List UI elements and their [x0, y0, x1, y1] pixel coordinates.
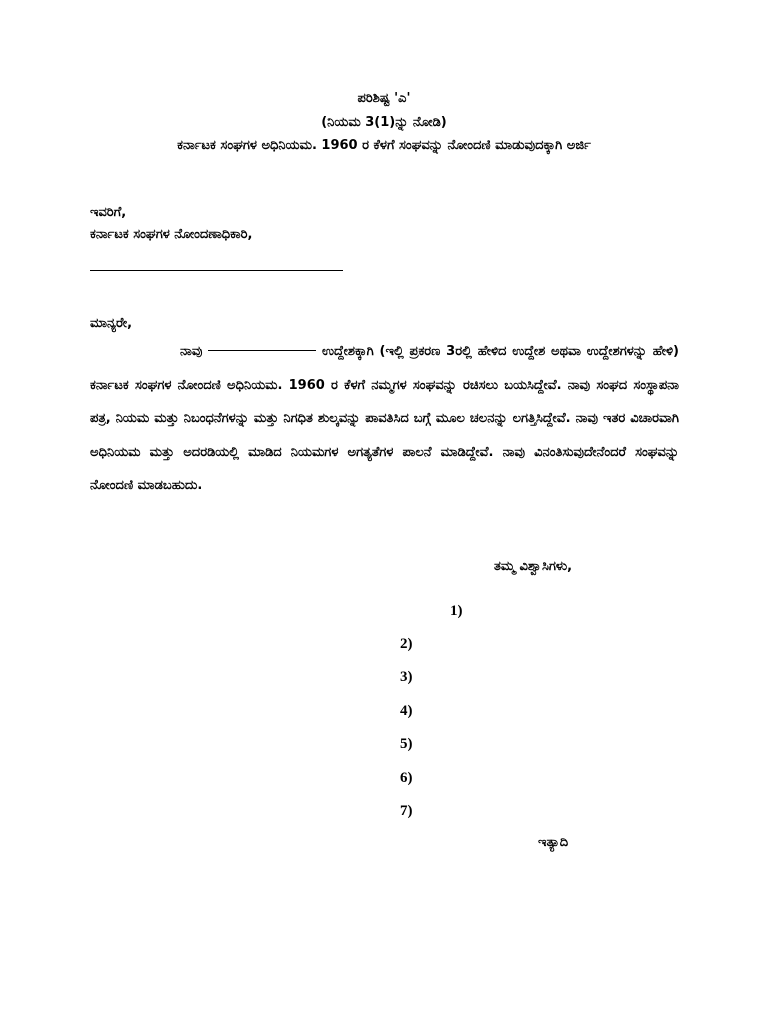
signatory-number: 3): [400, 669, 413, 685]
address-blank-line: [90, 270, 343, 271]
body-text-rest: ಉದ್ದೇಶಕ್ಕಾಗಿ (ಇಲ್ಲಿ ಪ್ರಕರಣ 3ರಲ್ಲಿ ಹೇಳಿದ ಉದ್ದೇಶ ಅಥವಾ ಉದ್ದೇಶಗಳನ್ನು ಹೇಳಿ) ಕರ್ನಾಟಕ ಸಂಘಗಳ ನೋಂದಣಿ ಅಧಿನಿಯಮ. 1960 ರ ಕೆಳಗೆ ನಮ್ಮಗಳ ಸಂಘವನ್ನು ರಚಿಸಲು ಬಯಸಿದ್ದೇವೆ. ನಾವು ಸಂಘದ ಸಂಸ್ಥಾಪನಾ ಪತ್ರ, ನಿಯಮ ಮತ್ತು ನಿಬಂಧನೆಗಳನ್ನು ಮತ್ತು ನಿಗಧಿತ ಶುಲ್ಕವನ್ನು ಪಾವತಿಸಿದ ಬಗ್ಗೆ ಮೂಲ ಚಲನನ್ನು ಲಗತ್ತಿಸಿದ್ದೇವೆ. ನಾವು ಇತರ ವಿಚಾರವಾಗಿ ಅಧಿನಿಯಮ ಮತ್ತು ಅದರಡಿಯಲ್ಲಿ ಮಾಡಿದ ನಿಯಮಗಳ ಅಗತ್ಯತೆಗಳ ಪಾಲನೆ ಮಾಡಿದ್ದೇವೆ. ನಾವು ವಿನಂತಿಸುವುದೇನೆಂದರೆ ಸಂಘವನ್ನು ನೋಂದಣಿ ಮಾಡಬಹುದು.: [90, 344, 679, 494]
signatory-number: 4): [400, 703, 413, 719]
addressee-to: ಇವರಿಗೆ,: [90, 205, 127, 220]
signatory-number: 6): [400, 770, 413, 786]
application-body-paragraph: [90, 335, 679, 503]
signatory-number: 2): [400, 636, 413, 652]
form-subtitle: ಕರ್ನಾಟಕ ಸಂಘಗಳ ಅಧಿನಿಯಮ. 1960 ರ ಕೆಳಗೆ ಸಂಘವನ್ನು ನೋಂದಣಿ ಮಾಡುವುದಕ್ಕಾಗಿ ಅರ್ಜಿ: [177, 138, 591, 153]
salutation: ಮಾನ್ಯರೇ,: [90, 316, 133, 331]
purpose-blank: [208, 349, 316, 351]
addressee-office: ಕರ್ನಾಟಕ ಸಂಘಗಳ ನೋಂದಣಾಧಿಕಾರಿ,: [90, 227, 253, 242]
etcetera-label: ಇತ್ಯಾದಿ: [538, 835, 569, 850]
body-text-start: ನಾವು: [180, 344, 209, 359]
schedule-title: ಪರಿಶಿಷ್ಟ 'ಎ': [357, 91, 411, 106]
closing-yours-faithfully: ತಮ್ಮ ವಿಶ್ವಾಸಿಗಳು,: [494, 559, 573, 574]
signatory-number: 5): [400, 736, 413, 752]
rule-reference: (ನಿಯಮ 3(1)ನ್ನು ನೋಡಿ): [321, 115, 447, 130]
signatory-number: 1): [450, 603, 463, 619]
signatory-number: 7): [400, 803, 413, 819]
